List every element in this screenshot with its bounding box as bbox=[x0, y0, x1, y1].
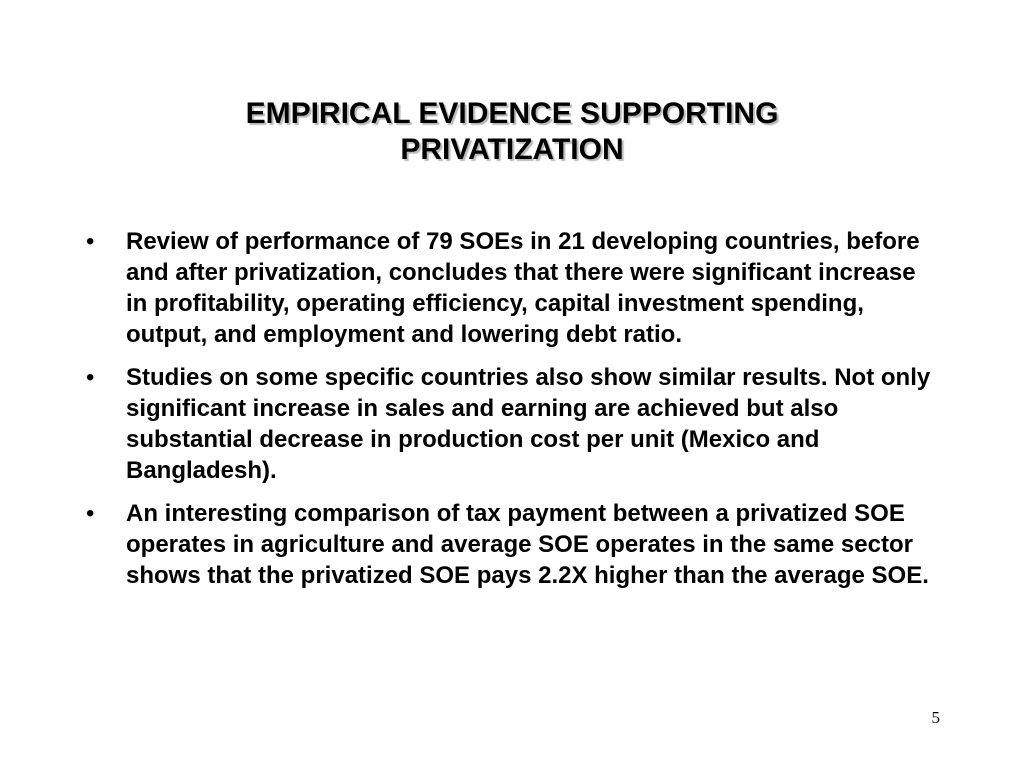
bullet-text-1: Review of performance of 79 SOEs in 21 developing countries, before and after privatization, concludes that there were significant increase in profitability, operating efficiency, capital investment spending, output, and employment and lowering debt ratio. bbox=[126, 228, 920, 348]
bullet-list bbox=[86, 226, 936, 603]
slide-title bbox=[112, 96, 912, 168]
slide-title-line-1: EMPIRICAL EVIDENCE SUPPORTING bbox=[245, 97, 779, 130]
bullet-item-2 bbox=[86, 362, 936, 486]
bullet-icon: • bbox=[86, 364, 95, 391]
slide-title-line-2: PRIVATIZATION bbox=[400, 133, 624, 166]
bullet-icon: • bbox=[86, 500, 95, 527]
bullet-text-2: Studies on some specific countries also show similar results. Not only significant increase in sales and earning are achieved but also substantial decrease in production cost per unit (Mexico and Bangladesh). bbox=[126, 364, 931, 484]
bullet-item-3 bbox=[86, 498, 936, 591]
bullet-item-1 bbox=[86, 226, 936, 350]
bullet-icon: • bbox=[86, 228, 95, 255]
page-number: 5 bbox=[931, 708, 940, 727]
bullet-text-3: An interesting comparison of tax payment between a privatized SOE operates in agriculture and average SOE operates in the same sector shows that the privatized SOE pays 2.2X higher than the average SOE. bbox=[126, 500, 929, 589]
